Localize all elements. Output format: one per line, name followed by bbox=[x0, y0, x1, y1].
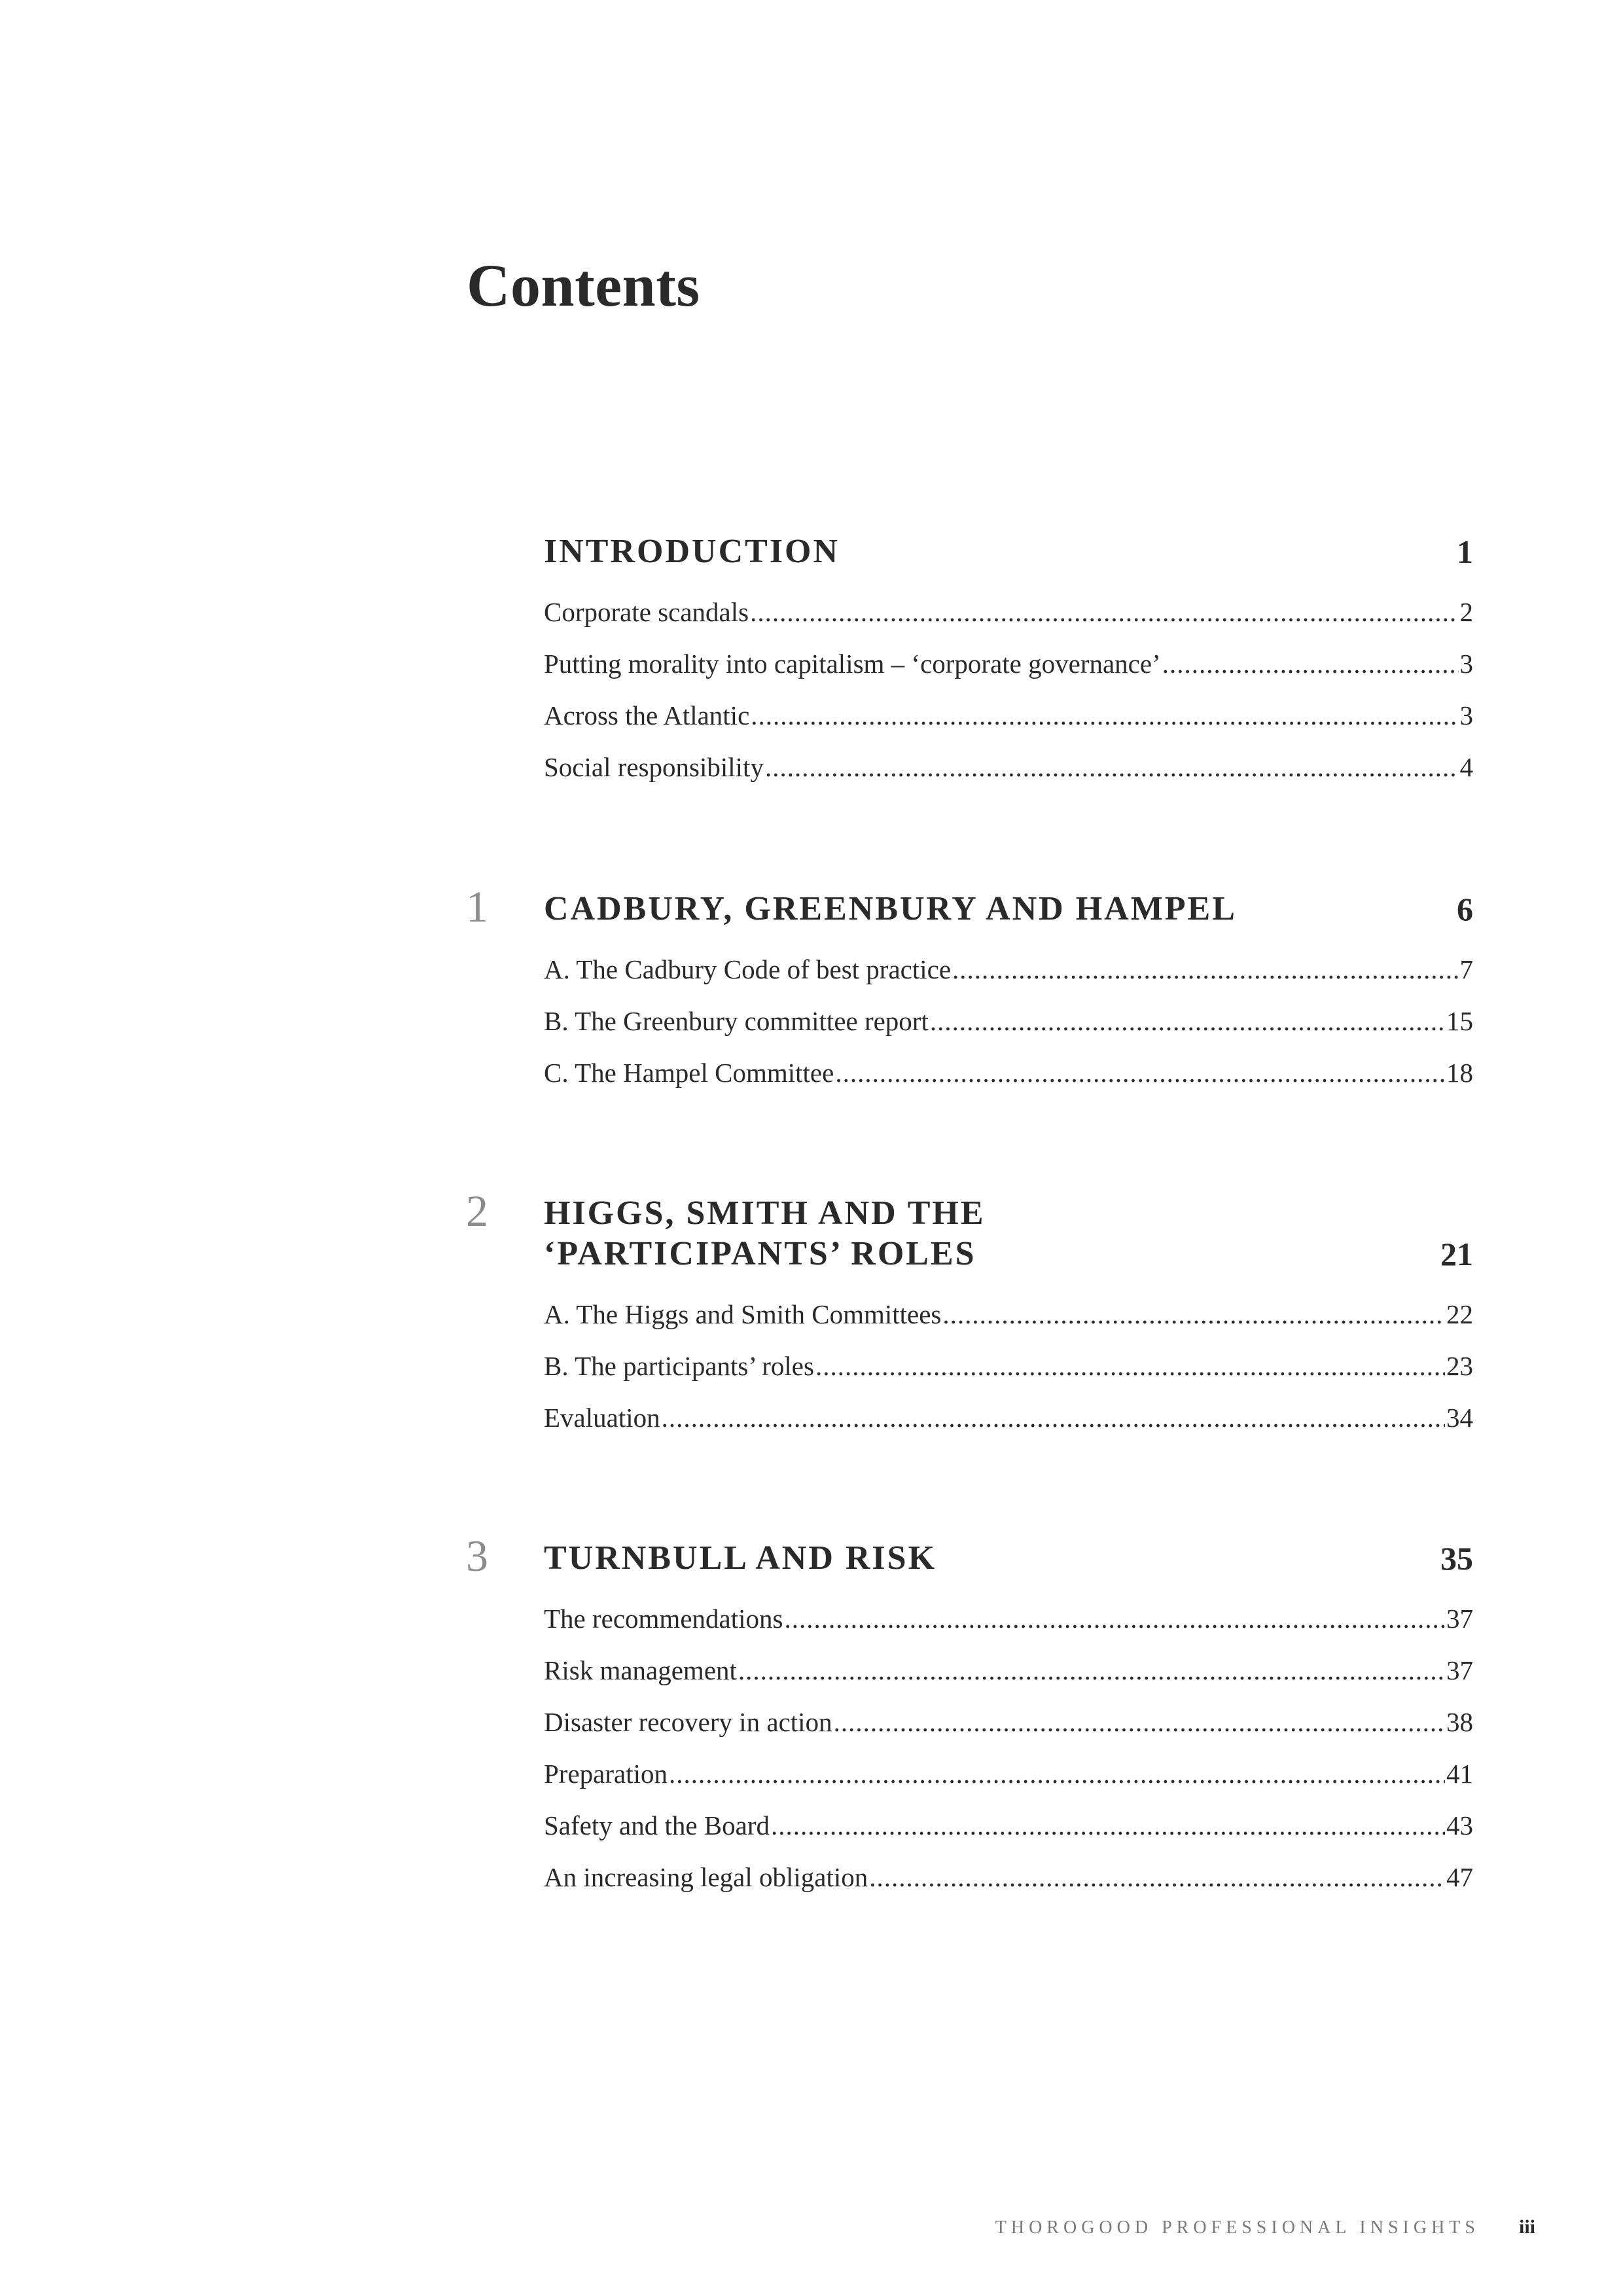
dot-leader bbox=[738, 1651, 1445, 1690]
toc-entry-label: B. The participants’ roles bbox=[544, 1351, 814, 1381]
toc-entry-page: 41 bbox=[1446, 1759, 1473, 1789]
toc-entry[interactable] bbox=[544, 747, 1473, 787]
toc-entry[interactable] bbox=[544, 1651, 1473, 1690]
toc-entry-page: 38 bbox=[1446, 1707, 1473, 1737]
dot-leader bbox=[784, 1599, 1445, 1638]
toc-entry[interactable] bbox=[544, 644, 1473, 683]
section-heading-line: CADBURY, GREENBURY AND HAMPEL bbox=[544, 890, 1237, 927]
section-heading-line: HIGGS, SMITH AND THE bbox=[544, 1194, 986, 1232]
footer-series-title: THOROGOOD PROFESSIONAL INSIGHTS bbox=[995, 2217, 1480, 2238]
dot-leader bbox=[669, 1754, 1445, 1793]
toc-entry-label: A. The Cadbury Code of best practice bbox=[544, 954, 952, 984]
toc-entry-label: Putting morality into capitalism – ‘corporate governance’ bbox=[544, 649, 1161, 679]
dot-leader bbox=[952, 950, 1458, 989]
toc-entry-page: 37 bbox=[1446, 1655, 1473, 1685]
toc-entry[interactable] bbox=[544, 1346, 1473, 1386]
toc-entry-page: 37 bbox=[1446, 1604, 1473, 1634]
section-heading[interactable] bbox=[544, 889, 1473, 929]
toc-entry-page: 23 bbox=[1446, 1351, 1473, 1381]
toc-entry-page: 22 bbox=[1446, 1299, 1473, 1329]
chapter-number: 3 bbox=[466, 1531, 488, 1581]
page-title: Contents bbox=[467, 252, 700, 319]
toc-entry-label: C. The Hampel Committee bbox=[544, 1058, 834, 1088]
toc-entry-page: 18 bbox=[1446, 1058, 1473, 1088]
section-heading-line: TURNBULL AND RISK bbox=[544, 1539, 937, 1577]
page-footer bbox=[995, 2216, 1535, 2238]
dot-leader bbox=[750, 592, 1458, 632]
toc-entry-page: 4 bbox=[1459, 752, 1473, 782]
toc-entry[interactable] bbox=[544, 1702, 1473, 1742]
toc-entry-label: Across the Atlantic bbox=[544, 700, 750, 730]
toc-entry-label: B. The Greenbury committee report bbox=[544, 1006, 929, 1036]
toc-entry-page: 47 bbox=[1446, 1862, 1473, 1892]
toc-entry-label: Social responsibility bbox=[544, 752, 764, 782]
toc-entry-label: Corporate scandals bbox=[544, 597, 749, 627]
dot-leader bbox=[815, 1346, 1445, 1386]
toc-entry-label: A. The Higgs and Smith Committees bbox=[544, 1299, 942, 1329]
section-page-number: 21 bbox=[1440, 1236, 1473, 1272]
toc-entry-page: 2 bbox=[1459, 597, 1473, 627]
toc-entry[interactable] bbox=[544, 1599, 1473, 1638]
toc-entry-label: An increasing legal obligation bbox=[544, 1862, 868, 1892]
dot-leader bbox=[765, 747, 1459, 787]
toc-entry-page: 7 bbox=[1459, 954, 1473, 984]
toc-entry[interactable] bbox=[544, 696, 1473, 735]
toc-entry-page: 15 bbox=[1446, 1006, 1473, 1036]
toc-entry-page: 34 bbox=[1446, 1403, 1473, 1433]
section-heading-line: INTRODUCTION bbox=[544, 533, 840, 570]
toc-entry-label: The recommendations bbox=[544, 1604, 783, 1634]
toc-entry[interactable] bbox=[544, 1754, 1473, 1793]
dot-leader bbox=[834, 1702, 1445, 1742]
toc-entry-page: 3 bbox=[1459, 649, 1473, 679]
dot-leader bbox=[835, 1053, 1445, 1092]
toc-entry[interactable] bbox=[544, 1398, 1473, 1437]
chapter-number: 2 bbox=[466, 1186, 488, 1236]
toc-entry[interactable] bbox=[544, 1295, 1473, 1334]
toc-entry[interactable] bbox=[544, 1806, 1473, 1845]
toc-entry[interactable] bbox=[544, 1857, 1473, 1897]
toc-entry-label: Risk management bbox=[544, 1655, 737, 1685]
footer-page-number: iii bbox=[1518, 2216, 1535, 2238]
dot-leader bbox=[930, 1001, 1445, 1041]
dot-leader bbox=[942, 1295, 1445, 1334]
dot-leader bbox=[771, 1806, 1445, 1845]
toc-entry[interactable] bbox=[544, 592, 1473, 632]
toc-entry-label: Preparation bbox=[544, 1759, 668, 1789]
toc-entry-label: Disaster recovery in action bbox=[544, 1707, 832, 1737]
section-heading-line: ‘PARTICIPANTS’ ROLES bbox=[544, 1235, 976, 1272]
toc-entry-label: Evaluation bbox=[544, 1403, 660, 1433]
dot-leader bbox=[751, 696, 1458, 735]
dot-leader bbox=[662, 1398, 1445, 1437]
section-heading[interactable] bbox=[544, 1538, 1473, 1579]
section-page-number: 1 bbox=[1457, 533, 1473, 570]
toc-entry-label: Safety and the Board bbox=[544, 1810, 770, 1840]
chapter-number: 1 bbox=[466, 882, 488, 931]
toc-entry[interactable] bbox=[544, 1001, 1473, 1041]
toc-entry-page: 3 bbox=[1459, 700, 1473, 730]
dot-leader bbox=[869, 1857, 1445, 1897]
dot-leader bbox=[1162, 644, 1459, 683]
section-heading[interactable] bbox=[544, 1193, 1473, 1274]
section-page-number: 6 bbox=[1457, 891, 1473, 927]
toc-entry-page: 43 bbox=[1446, 1810, 1473, 1840]
toc-entry[interactable] bbox=[544, 950, 1473, 989]
section-heading[interactable] bbox=[544, 531, 1473, 572]
toc-entry[interactable] bbox=[544, 1053, 1473, 1092]
section-page-number: 35 bbox=[1440, 1540, 1473, 1577]
